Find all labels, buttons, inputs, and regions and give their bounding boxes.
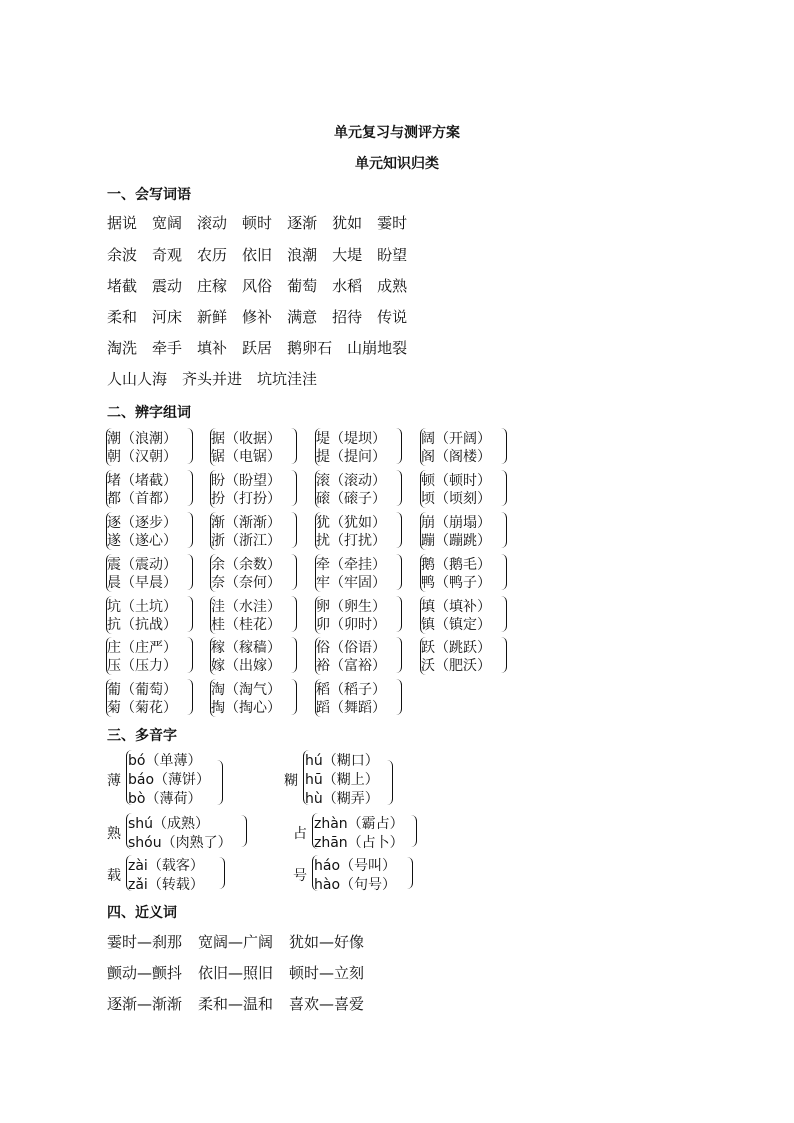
right-brace [186, 679, 193, 715]
polyphone-reading: hū（糊上） [305, 772, 379, 788]
right-brace [290, 470, 297, 506]
char-word-2: 镇（镇定） [421, 617, 491, 633]
right-brace [186, 637, 193, 673]
word-item: 逐渐 [287, 214, 318, 232]
char-group [315, 637, 425, 679]
char-word-1: 震（震动） [107, 557, 177, 573]
right-brace [395, 637, 402, 673]
char-group [106, 512, 216, 554]
char-word-2: 扮（打扮） [211, 491, 281, 507]
word-item: 成熟 [377, 277, 408, 295]
char-word-1: 潮（浪潮） [107, 431, 177, 447]
char-word-2: 锯（电锯） [211, 449, 281, 465]
polyphone-char: 载 [107, 868, 121, 884]
word-item: 依旧 [242, 246, 273, 264]
char-word-1: 洼（水洼） [211, 599, 281, 615]
right-brace [395, 428, 402, 464]
char-word-2: 菊（菊花） [107, 700, 177, 716]
polyphone-reading: bó（单薄） [128, 753, 202, 769]
polyphone-char: 占 [293, 826, 307, 842]
char-group [210, 512, 320, 554]
polyphone-reading: zǎi（转载） [128, 877, 204, 893]
right-brace [500, 470, 507, 506]
char-word-2: 掏（掏心） [211, 700, 281, 716]
char-group [106, 554, 216, 596]
char-group [210, 679, 320, 721]
char-group [420, 428, 530, 470]
char-word-1: 俗（俗语） [316, 640, 386, 656]
right-brace [410, 815, 417, 847]
char-word-1: 逐（逐步） [107, 515, 177, 531]
synonym-pair: 喜欢—喜爱 [289, 995, 365, 1013]
polyphone-reading: zài（载客） [128, 858, 204, 874]
char-group [315, 512, 425, 554]
polyphone-char: 号 [293, 868, 307, 884]
char-word-2: 鸭（鸭子） [421, 575, 491, 591]
word-item: 传说 [377, 308, 408, 326]
synonym-pair: 霎时—刹那 [107, 933, 183, 951]
right-brace [386, 760, 393, 805]
page-title: 单元复习与测评方案 [334, 125, 460, 141]
synonym-pair: 依旧—照旧 [198, 964, 274, 982]
char-word-1: 鹅（鹅毛） [421, 557, 491, 573]
word-item: 风俗 [242, 277, 273, 295]
char-group [315, 596, 425, 638]
word-item: 霎时 [377, 214, 408, 232]
char-word-1: 葡（葡萄） [107, 682, 177, 698]
section-heading-3: 三、多音字 [107, 728, 177, 744]
char-word-2: 提（提问） [316, 449, 386, 465]
synonym-pair: 宽阔—广阔 [198, 933, 274, 951]
right-brace [395, 512, 402, 548]
char-word-1: 牵（牵挂） [316, 557, 386, 573]
word-item: 顿时 [242, 214, 273, 232]
char-word-1: 据（收据） [211, 431, 281, 447]
word-item: 滚动 [197, 214, 228, 232]
char-word-1: 堤（堤坝） [316, 431, 386, 447]
word-item: 柔和 [107, 308, 138, 326]
word-item: 人山人海 [107, 370, 168, 388]
char-group [210, 596, 320, 638]
synonym-pair: 颤动—颤抖 [107, 964, 183, 982]
char-word-1: 堵（堵截） [107, 473, 177, 489]
char-word-2: 压（压力） [107, 658, 177, 674]
char-word-1: 余（余数） [211, 557, 281, 573]
char-word-2: 顷（顷刻） [421, 491, 491, 507]
right-brace [395, 470, 402, 506]
right-brace [406, 857, 413, 889]
char-word-1: 卵（卵生） [316, 599, 386, 615]
right-brace [395, 554, 402, 590]
char-word-1: 跃（跳跃） [421, 640, 491, 656]
polyphone-reading: háo（号叫） [314, 858, 397, 874]
synonym-pair: 柔和—温和 [198, 995, 274, 1013]
page-subtitle: 单元知识归类 [355, 156, 439, 172]
word-item: 山崩地裂 [347, 339, 408, 357]
char-word-2: 都（首都） [107, 491, 177, 507]
char-word-2: 卯（卯时） [316, 617, 386, 633]
section-heading-4: 四、近义词 [107, 905, 177, 921]
word-item: 修补 [242, 308, 273, 326]
right-brace [186, 554, 193, 590]
section-heading-1: 一、会写词语 [107, 187, 191, 203]
word-row [107, 244, 422, 265]
word-item: 填补 [197, 339, 228, 357]
char-word-2: 磙（磙子） [316, 491, 386, 507]
char-word-1: 淘（淘气） [211, 682, 281, 698]
word-item: 农历 [197, 246, 228, 264]
word-item: 跃居 [242, 339, 273, 357]
word-item: 奇观 [152, 246, 183, 264]
word-item: 牵手 [152, 339, 183, 357]
char-group [210, 637, 320, 679]
char-group [106, 596, 216, 638]
right-brace [290, 637, 297, 673]
char-word-2: 奈（奈何） [211, 575, 281, 591]
char-word-2: 蹦（蹦跳） [421, 533, 491, 549]
right-brace [395, 679, 402, 715]
right-brace [216, 760, 223, 805]
word-row [107, 306, 422, 327]
word-item: 大堤 [332, 246, 363, 264]
synonym-pair: 犹如—好像 [289, 933, 365, 951]
polyphone-reading: shú（成熟） [128, 816, 210, 832]
char-group [315, 679, 425, 721]
word-item: 盼望 [377, 246, 408, 264]
char-group [420, 596, 530, 638]
polyphone-reading: hào（句号） [314, 877, 397, 893]
right-brace [186, 512, 193, 548]
word-item: 满意 [287, 308, 318, 326]
word-item: 震动 [152, 277, 183, 295]
word-item: 招待 [332, 308, 363, 326]
word-row [107, 212, 422, 233]
char-word-1: 稼（稼穑） [211, 640, 281, 656]
polyphone-reading: bò（薄荷） [128, 791, 202, 807]
word-item: 齐头并进 [182, 370, 243, 388]
polyphone-char: 糊 [284, 772, 298, 789]
word-item: 浪潮 [287, 246, 318, 264]
right-brace [500, 428, 507, 464]
right-brace [186, 428, 193, 464]
right-brace [186, 596, 193, 632]
word-row [107, 337, 422, 358]
word-item: 鹅卵石 [287, 339, 333, 357]
synonym-row [107, 931, 380, 952]
char-word-1: 渐（渐渐） [211, 515, 281, 531]
polyphone-reading: zhān（占卜） [314, 835, 404, 851]
word-item: 葡萄 [287, 277, 318, 295]
synonym-row [107, 962, 380, 983]
char-word-2: 蹈（舞蹈） [316, 700, 386, 716]
right-brace [290, 596, 297, 632]
char-word-1: 崩（崩塌） [421, 515, 491, 531]
char-group [420, 470, 530, 512]
char-word-2: 嫁（出嫁） [211, 658, 281, 674]
char-word-1: 滚（滚动） [316, 473, 386, 489]
char-group [420, 637, 530, 679]
synonym-pair: 逐渐—渐渐 [107, 995, 183, 1013]
char-group [420, 554, 530, 596]
char-group [106, 470, 216, 512]
char-group [210, 428, 320, 470]
word-item: 堵截 [107, 277, 138, 295]
right-brace [500, 637, 507, 673]
word-item: 新鲜 [197, 308, 228, 326]
char-word-2: 桂（桂花） [211, 617, 281, 633]
word-row [107, 368, 332, 389]
char-word-1: 填（填补） [421, 599, 491, 615]
polyphone-reading: shóu（肉熟了） [128, 835, 232, 851]
right-brace [500, 596, 507, 632]
char-group [315, 428, 425, 470]
char-word-1: 稻（稻子） [316, 682, 386, 698]
char-word-1: 坑（土坑） [107, 599, 177, 615]
char-group [420, 512, 530, 554]
word-item: 河床 [152, 308, 183, 326]
polyphone-reading: hú（糊口） [305, 753, 379, 769]
right-brace [500, 512, 507, 548]
polyphone-reading: zhàn（霸占） [314, 816, 404, 832]
polyphone-reading: báo（薄饼） [128, 772, 211, 788]
char-group [106, 679, 216, 721]
char-word-1: 盼（盼望） [211, 473, 281, 489]
word-item: 淘洗 [107, 339, 138, 357]
polyphone-char: 薄 [107, 772, 121, 789]
right-brace [290, 679, 297, 715]
word-item: 据说 [107, 214, 138, 232]
char-word-2: 遂（遂心） [107, 533, 177, 549]
word-item: 庄稼 [197, 277, 228, 295]
char-word-2: 扰（打扰） [316, 533, 386, 549]
char-group [210, 554, 320, 596]
right-brace [290, 512, 297, 548]
char-word-2: 阁（阁楼） [421, 449, 491, 465]
char-word-2: 牢（牢固） [316, 575, 386, 591]
word-item: 余波 [107, 246, 138, 264]
right-brace [290, 554, 297, 590]
char-group [315, 554, 425, 596]
right-brace [290, 428, 297, 464]
char-word-2: 裕（富裕） [316, 658, 386, 674]
right-brace [186, 470, 193, 506]
char-group [315, 470, 425, 512]
char-word-2: 晨（早晨） [107, 575, 177, 591]
right-brace [395, 596, 402, 632]
right-brace [240, 815, 247, 847]
char-group [210, 470, 320, 512]
char-word-1: 阔（开阔） [421, 431, 491, 447]
char-word-1: 庄（庄严） [107, 640, 177, 656]
synonym-pair: 顿时—立刻 [289, 964, 365, 982]
word-item: 犹如 [332, 214, 363, 232]
char-word-2: 抗（抗战） [107, 617, 177, 633]
word-item: 坑坑洼洼 [257, 370, 318, 388]
word-row [107, 275, 422, 296]
char-word-2: 沃（肥沃） [421, 658, 491, 674]
synonym-row [107, 993, 380, 1014]
char-word-2: 朝（汉朝） [107, 449, 177, 465]
char-word-2: 浙（浙江） [211, 533, 281, 549]
char-group [106, 637, 216, 679]
right-brace [218, 857, 225, 889]
char-word-1: 顿（顿时） [421, 473, 491, 489]
polyphone-char: 熟 [107, 826, 121, 842]
polyphone-reading: hù（糊弄） [305, 791, 379, 807]
char-group [106, 428, 216, 470]
word-item: 宽阔 [152, 214, 183, 232]
char-word-1: 犹（犹如） [316, 515, 386, 531]
word-item: 水稻 [332, 277, 363, 295]
right-brace [500, 554, 507, 590]
section-heading-2: 二、辨字组词 [107, 405, 191, 421]
